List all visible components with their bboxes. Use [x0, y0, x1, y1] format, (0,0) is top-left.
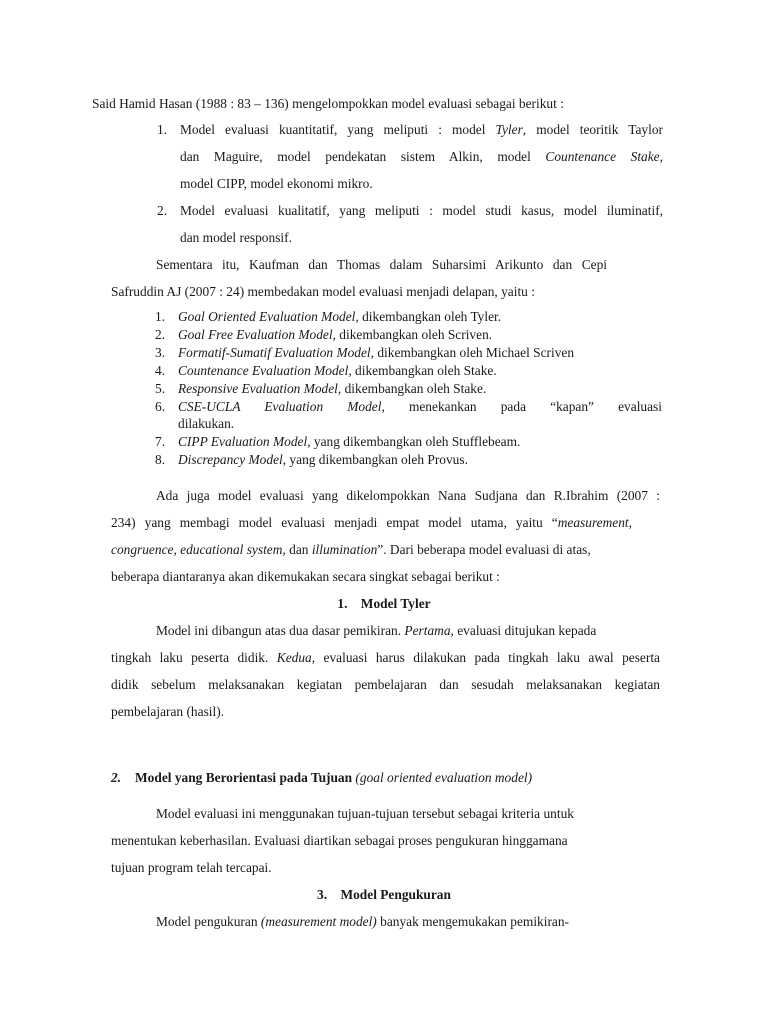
list2-number: 1. [155, 309, 166, 324]
list2-number: 6. [155, 399, 166, 414]
section1-line2 [111, 649, 660, 667]
section2-title: Model yang Berorientasi pada Tujuan [135, 770, 353, 785]
section2-line2: menentukan keberhasilan. Evaluasi diartikan sebagai proses pengukuran hinggamana [111, 833, 568, 848]
text-segment: , evaluasi harus dilakukan pada tingkah laku awal peserta [311, 650, 660, 665]
section1-line4: pembelajaran (hasil). [111, 704, 225, 719]
list2-item [178, 308, 501, 326]
intro-text: Said Hamid Hasan (1988 : 83 – 136) mengelompokkan model evaluasi sebagai berikut : [92, 96, 564, 111]
text-segment: 234) yang membagi model evaluasi menjadi empat model utama, yaitu “ [111, 515, 558, 530]
text-segment: , evaluasi ditujukan kepada [450, 623, 597, 638]
italic-term: congruence, educational system, [111, 542, 286, 557]
text-segment: ”. Dari beberapa model evaluasi di atas, [377, 542, 591, 557]
model-desc: , menekankan pada “kapan” evaluasi [381, 399, 662, 414]
model-name: Goal Oriented Evaluation Model [178, 309, 356, 324]
model-desc: , dikembangkan oleh Stake. [348, 363, 497, 378]
model-desc: , dikembangkan oleh Scriven. [332, 327, 493, 342]
text-segment: banyak mengemukakan pemikiran- [376, 914, 570, 929]
section2-line3: tujuan program telah tercapai. [111, 860, 272, 875]
list1-number: 2. [157, 203, 168, 218]
section2-subtitle: (goal oriented evaluation model) [352, 770, 533, 785]
italic-term: Countenance Stake [545, 149, 660, 164]
section2-heading [111, 769, 532, 787]
list2-number: 5. [155, 381, 166, 396]
list2-number: 3. [155, 345, 166, 360]
list2-item [178, 398, 662, 416]
text-segment: dan [285, 542, 312, 557]
list1-item2-line2: dan model responsif. [180, 230, 292, 245]
model-name: Formatif-Sumatif Evaluation Model [178, 345, 371, 360]
list2-item [178, 380, 486, 398]
model-desc: , dikembangkan oleh Michael Scriven [370, 345, 575, 360]
italic-term: Kedua [276, 650, 312, 665]
para3-line1: Ada juga model evaluasi yang dikelompokkan Nana Sudjana dan R.Ibrahim (2007 : [156, 488, 660, 503]
para2-line1: Sementara itu, Kaufman dan Thomas dalam Suharsimi Arikunto dan Cepi [156, 257, 607, 272]
list2-item [178, 326, 492, 344]
section2-line1: Model evaluasi ini menggunakan tujuan-tujuan tersebut sebagai kriteria untuk [156, 806, 574, 821]
section1-heading: 1. Model Tyler [337, 596, 431, 611]
section2-number: 2. [111, 770, 122, 785]
list2-item [178, 451, 468, 469]
section1-line1 [156, 622, 596, 640]
italic-term: illumination [311, 542, 378, 557]
para3-line3 [111, 541, 591, 559]
section3-line1 [156, 913, 569, 931]
model-name: Goal Free Evaluation Model [178, 327, 333, 342]
text-segment: Model pengukuran [156, 914, 261, 929]
para2-line2: Safruddin AJ (2007 : 24) membedakan model evaluasi menjadi delapan, yaitu : [111, 284, 535, 299]
italic-term: (measurement model) [260, 914, 377, 929]
model-desc: , yang dikembangkan oleh Provus. [282, 452, 468, 467]
para3-line2 [111, 514, 632, 532]
model-name: CSE-UCLA Evaluation Model [178, 399, 382, 414]
italic-term: Tyler [495, 122, 523, 137]
list1-item1-line3: model CIPP, model ekonomi mikro. [180, 176, 373, 191]
text-segment: , [659, 149, 663, 164]
section3-heading: 3. Model Pengukuran [317, 887, 451, 902]
list2-number: 8. [155, 452, 166, 467]
model-name: Responsive Evaluation Model [178, 381, 338, 396]
model-desc: , dikembangkan oleh Tyler. [355, 309, 502, 324]
para3-line4: beberapa diantaranya akan dikemukakan secara singkat sebagai berikut : [111, 569, 500, 584]
model-desc: , dikembangkan oleh Stake. [337, 381, 487, 396]
model-name: Countenance Evaluation Model [178, 363, 349, 378]
list2-number: 4. [155, 363, 166, 378]
text-segment: tingkah laku peserta didik. [111, 650, 277, 665]
section1-line3: didik sebelum melaksanakan kegiatan pembelajaran dan sesudah melaksanakan kegiatan [111, 677, 660, 692]
list2-number: 7. [155, 434, 166, 449]
list1-item2-line1: Model evaluasi kualitatif, yang meliputi : model studi kasus, model iluminatif, [180, 203, 663, 218]
italic-term: measurement, [557, 515, 632, 530]
list1-item1-line1 [180, 121, 663, 139]
list2-item [178, 362, 497, 380]
text-segment: Model evaluasi kuantitatif, yang meliputi : model [180, 122, 496, 137]
text-segment: , model teoritik Taylor [522, 122, 663, 137]
list1-item1-line2 [180, 148, 663, 166]
italic-term: Pertama [404, 623, 451, 638]
list2-item-cont: dilakukan. [178, 416, 235, 431]
model-name: Discrepancy Model [178, 452, 283, 467]
text-segment: dan Maguire, model pendekatan sistem Alkin, model [180, 149, 546, 164]
model-desc: , yang dikembangkan oleh Stufflebeam. [307, 434, 521, 449]
model-name: CIPP Evaluation Model [178, 434, 308, 449]
list2-item [178, 433, 520, 451]
list2-number: 2. [155, 327, 166, 342]
text-segment: Model ini dibangun atas dua dasar pemikiran. [156, 623, 405, 638]
list1-number: 1. [157, 122, 168, 137]
list2-item [178, 344, 574, 362]
